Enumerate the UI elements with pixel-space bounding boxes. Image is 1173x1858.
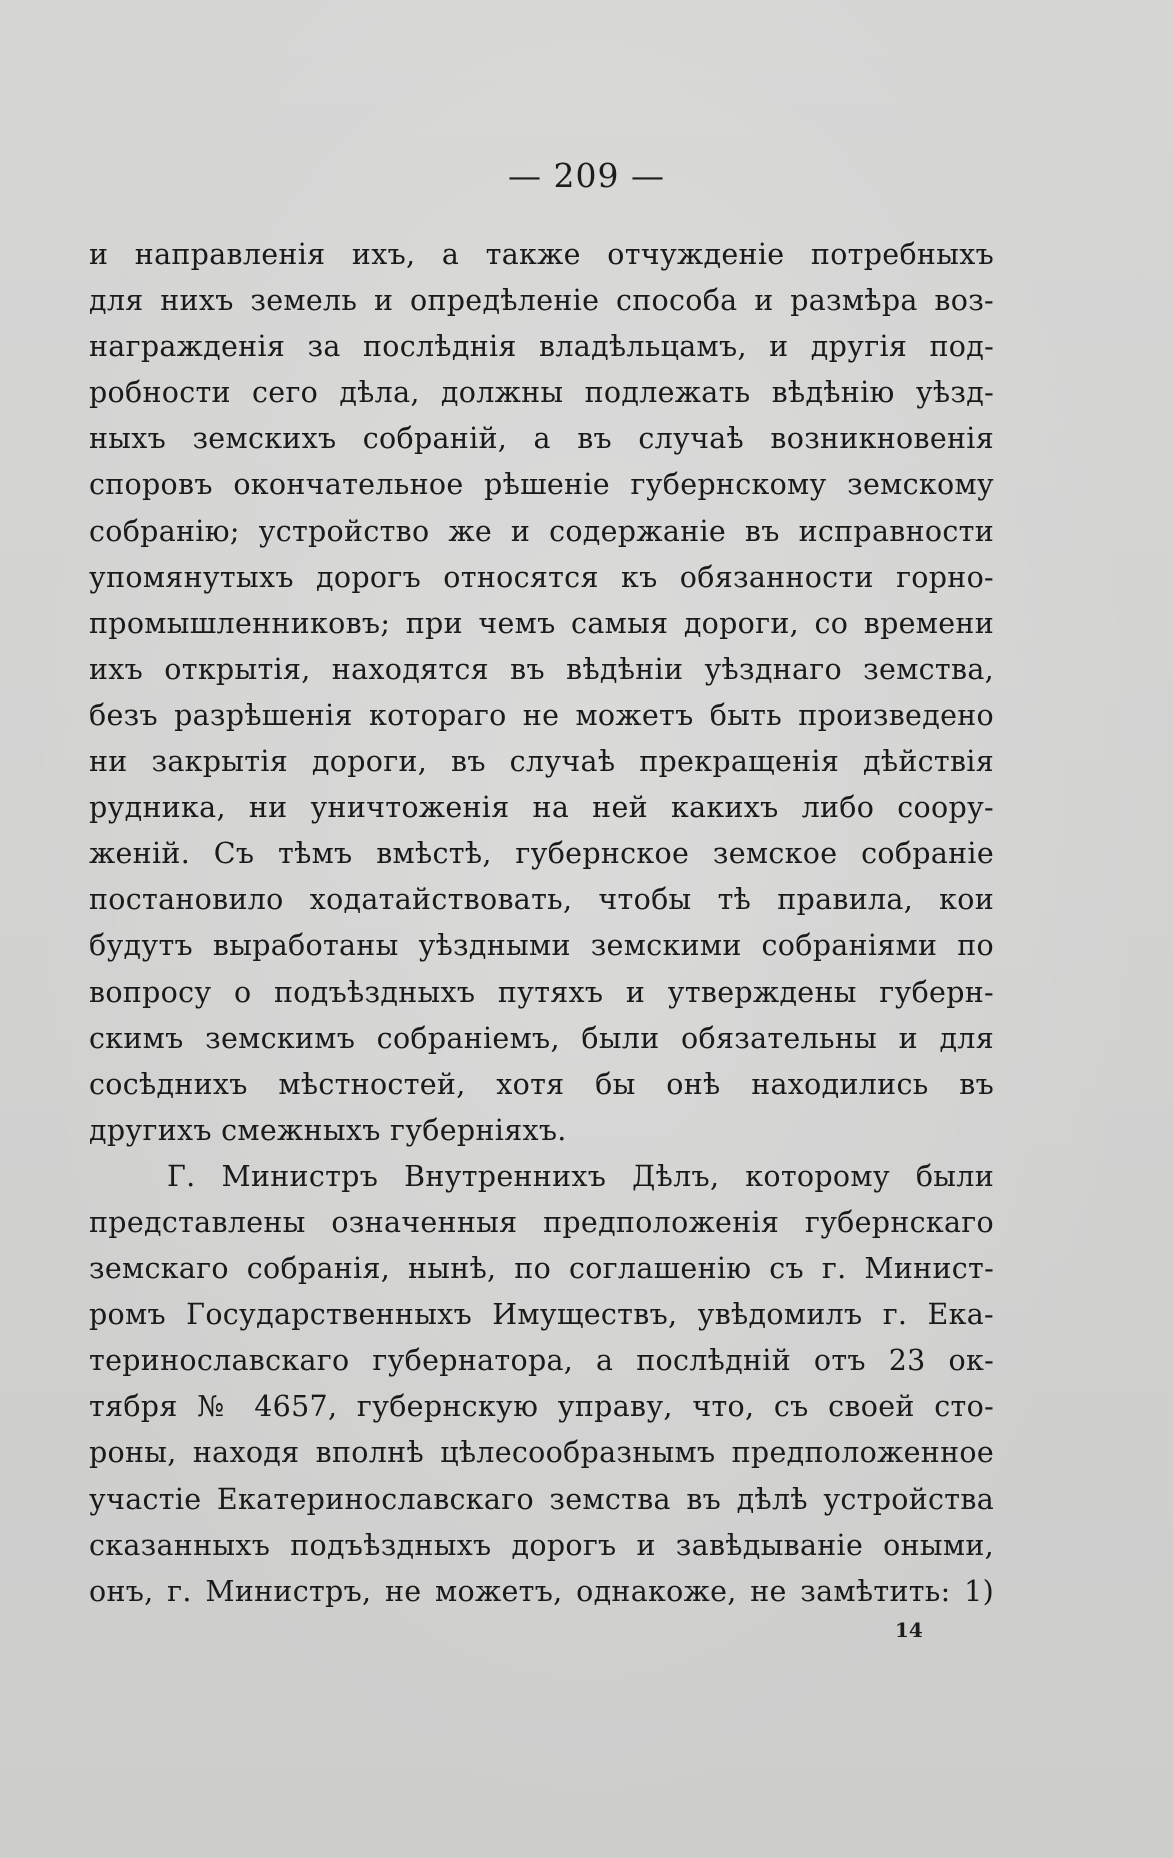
text-line: тября № 4657, губернскую управу, что, съ своей сто-	[89, 1390, 994, 1424]
text-line: участіе Екатеринославскаго земства въ дѣлѣ устройства	[89, 1482, 994, 1516]
text-line: собранію; устройство же и содержаніе въ исправности	[89, 514, 994, 548]
body-text	[89, 232, 994, 1615]
text-line: женій. Съ тѣмъ вмѣстѣ, губернское земское собраніе	[89, 837, 994, 871]
text-line: вопросу о подъѣздныхъ путяхъ и утверждены губерн-	[89, 975, 994, 1009]
text-line: другихъ смежныхъ губерніяхъ.	[89, 1113, 567, 1147]
text-line: ныхъ земскихъ собраній, а въ случаѣ возникновенія	[89, 422, 994, 456]
text-line: награжденія за послѣднія владѣльцамъ, и другія под-	[89, 330, 994, 364]
page-number: — 209 —	[508, 156, 665, 195]
text-line: сказанныхъ подъѣздныхъ дорогъ и завѣдываніе оными,	[89, 1528, 994, 1562]
text-line: ромъ Государственныхъ Имуществъ, увѣдомилъ г. Ека-	[89, 1298, 994, 1332]
text-line: земскаго собранія, нынѣ, по соглашенію съ г. Минист-	[89, 1252, 994, 1286]
text-line: постановило ходатайствовать, чтобы тѣ правила, кои	[89, 883, 994, 917]
text-line: для нихъ земель и опредѣленіе способа и размѣра воз-	[89, 284, 994, 318]
text-line: роны, находя вполнѣ цѣлесообразнымъ предположенное	[89, 1436, 994, 1470]
text-line: споровъ окончательное рѣшеніе губернскому земскому	[89, 468, 994, 502]
text-line: ихъ открытія, находятся въ вѣдѣніи уѣзднаго земства,	[89, 652, 994, 686]
text-line: упомянутыхъ дорогъ относятся къ обязанности горно-	[89, 560, 994, 594]
text-line: онъ, г. Министръ, не можетъ, однакоже, не замѣтить: 1)	[89, 1574, 994, 1608]
text-line: представлены означенныя предположенія губернскаго	[89, 1205, 994, 1239]
text-line: безъ разрѣшенія котораго не можетъ быть произведено	[89, 698, 994, 732]
text-line: промышленниковъ; при чемъ самыя дороги, со времени	[89, 606, 994, 640]
text-line: скимъ земскимъ собраніемъ, были обязательны и для	[89, 1021, 994, 1055]
text-line: ни закрытія дороги, въ случаѣ прекращенія дѣйствія	[89, 745, 994, 779]
text-line: робности сего дѣла, должны подлежать вѣдѣнію уѣзд-	[89, 376, 994, 410]
text-line: теринославскаго губернатора, а послѣдній отъ 23 ок-	[89, 1344, 994, 1378]
text-line: сосѣднихъ мѣстностей, хотя бы онѣ находились въ	[89, 1067, 994, 1101]
signature-mark: 14	[895, 1618, 923, 1642]
text-line: и направленія ихъ, а также отчужденіе потребныхъ	[89, 238, 994, 271]
text-line: Г. Министръ Внутреннихъ Дѣлъ, которому были	[167, 1159, 994, 1193]
text-line: будутъ выработаны уѣздными земскими собраніями по	[89, 929, 994, 963]
text-line: рудника, ни уничтоженія на ней какихъ либо соору-	[89, 791, 994, 825]
